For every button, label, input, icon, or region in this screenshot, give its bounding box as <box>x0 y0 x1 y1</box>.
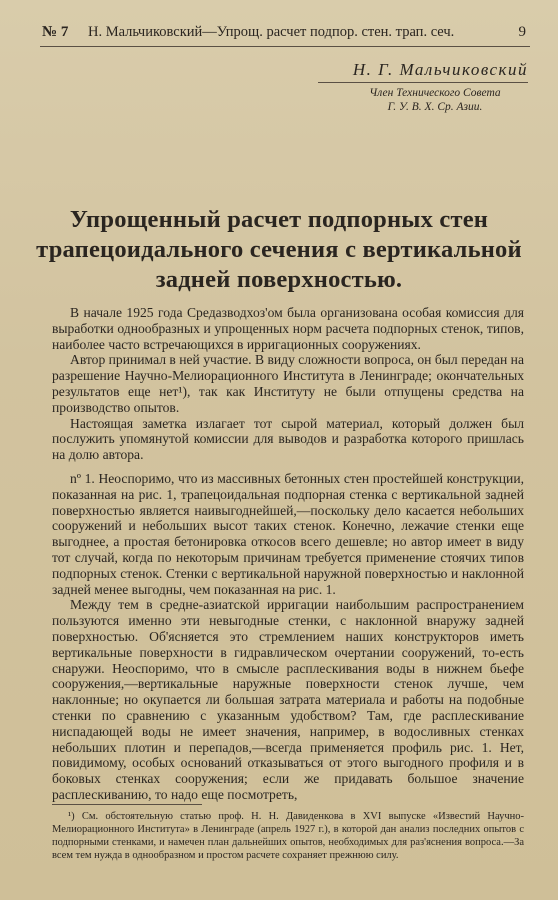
affiliation-line: Член Технического Совета <box>369 87 501 99</box>
paragraph: Автор принимал в ней участие. В виду сложности вопроса, он был передан на разрешение Научно-Мелиорационного Института в Ленинграде; окончательных результатов еще нет¹), так как Институту не были отпущены средства на производство опытов. <box>52 352 524 415</box>
footnote-rule <box>52 804 202 805</box>
article-body <box>52 305 524 803</box>
paragraph: В начале 1925 года Средазводхоз'ом была организована особая комиссия для выработки однообразных и упрощенных норм расчета подпорных стенок, типов, наиболее часто встречающихся в ирригационных сооружениях. <box>52 305 524 352</box>
page-number: 9 <box>518 24 526 40</box>
author-affiliation <box>340 86 530 114</box>
running-title: Н. Мальчиковский—Упрощ. расчет подпор. стен. трап. сеч. <box>88 24 455 40</box>
affiliation-line: Г. У. В. Х. Ср. Азии. <box>387 101 483 113</box>
paragraph: Между тем в средне-азиатской ирригации наибольшим распространением пользуются именно эти невыгодные стенки, с наклонной внаружу задней поверхностью. Об'ясняется это стремлением наших конструкторов иметь вертикальные поверхности в гидравлическом очертании сооружений, то-есть снаружи. Неоспоримо, что в смысле расплескивания воды в нижнем бьефе сооружения,—вертикальные наружные поверхности стенок лучше, чем наклонные; но окупается ли большая затрата материала и работы на подобные стенки по сравнению с указанным удобством? Там, где расплескивание ниспадающей воды не имеет значения, например, в водосливных стенках небольших плотин и перепадов,—всегда применяется профиль рис. 1. Нет, повидимому, особых оснований отказываться от этого выгодного профиля и в боковых стенках сооружения; если же придавать большое значение расплескиванию, то надо еще посмотреть, <box>52 597 524 802</box>
footnote-text: ¹) См. обстоятельную статью проф. Н. Н. Давиденкова в XVI выпуске «Известий Научно-Мелиорационного Института» в Ленинграде (апрель 1927 г.), в которой дан анализ последних опытов с подпорными стенками, и намечен план дальнейших опытов, необходимых для раз'яснения вопроса.—За всем тем нужда в однообразном и простом расчете сохраняет прежнюю силу. <box>52 811 524 861</box>
paragraph: nº 1. Неоспоримо, что из массивных бетонных стен простейшей конструкции, показанная на рис. 1, трапецоидальная подпорная стенка с вертикальной задней поверхностью является наивыгоднейшей,—поскольку дело касается небольших сооружений и небольших высот таких стенок. Конечно, лежачие стенки еще выгоднее, а простая бетонировка откосов всего дешевле; но автор имеет в виду тот случай, когда по некоторым причинам требуется применение стоячих типов подпорных стенок. Стенки с вертикальной наружной поверхностью и наклонной задней менее выгодны, чем показанная на рис. 1. <box>52 470 524 597</box>
footnote <box>52 810 524 862</box>
header-rule <box>40 46 530 47</box>
article-title: Упрощенный расчет подпорных стен трапецоидального сечения с вертикальной задней поверхностью. <box>36 206 522 293</box>
running-header <box>42 24 532 46</box>
author-rule <box>318 82 528 83</box>
issue-number: № 7 <box>42 24 69 40</box>
paragraph: Настоящая заметка излагает тот сырой материал, который должен был послужить упомянутой комиссии для выводов и разработка которого пришлась на долю автора. <box>52 415 524 463</box>
author-name: Н. Г. Мальчиковский <box>352 60 528 79</box>
